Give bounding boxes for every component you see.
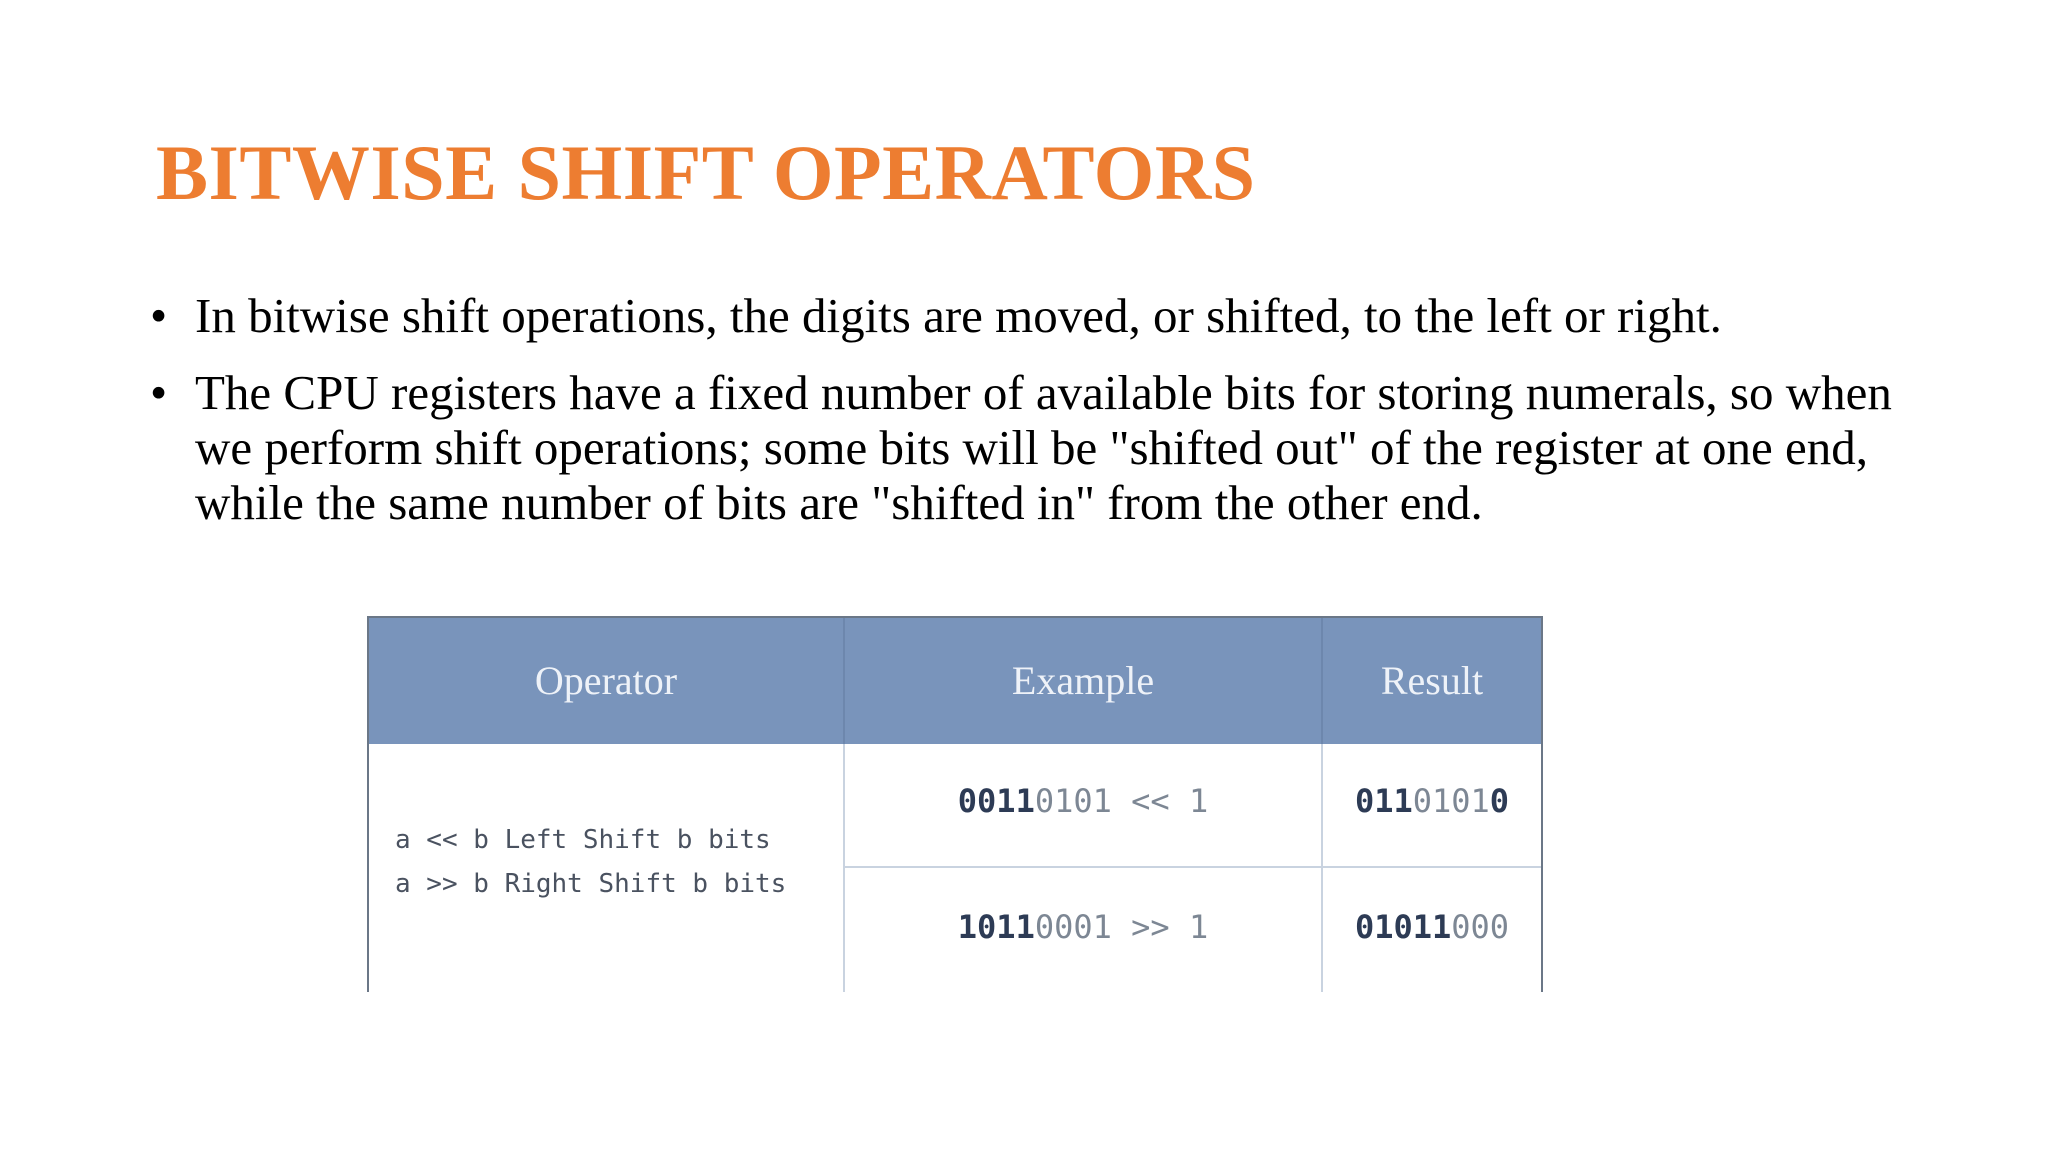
row-divider — [845, 866, 1543, 868]
header-example: Example — [1011, 658, 1155, 703]
header-operator: Operator — [534, 658, 678, 703]
bullet-text: The CPU registers have a fixed number of available bits for storing numerals, so when we perform shift operations; some bits will be "shifted out" of the register at one end, while the same number of bits are "shifted in" from the other end. — [195, 365, 1892, 530]
operator-right-shift: a >> b Right Shift b bits — [395, 869, 787, 899]
bullet-list — [150, 288, 1910, 552]
result-bold-part: 011 — [1354, 782, 1413, 820]
table-header-row — [369, 618, 1541, 744]
result-bold-part: 01011 — [1354, 908, 1452, 946]
example-bold-part: 0011 — [957, 782, 1035, 820]
header-divider — [843, 618, 845, 744]
bullet-item — [150, 365, 1910, 530]
slide-title: BITWISE SHIFT OPERATORS — [156, 129, 1256, 216]
operator-left-shift: a << b Left Shift b bits — [395, 825, 771, 855]
result-left-shift — [1323, 782, 1541, 820]
example-rest-part: 0001 >> 1 — [1034, 908, 1209, 946]
header-result: Result — [1380, 658, 1484, 703]
shift-operators-table — [367, 616, 1543, 992]
header-divider — [1321, 618, 1323, 744]
result-bold-part: 0 — [1489, 782, 1510, 820]
result-light-part: 0101 — [1412, 782, 1490, 820]
example-rest-part: 0101 << 1 — [1034, 782, 1209, 820]
example-left-shift — [845, 782, 1321, 820]
result-right-shift — [1323, 908, 1541, 946]
bullet-item — [150, 288, 1910, 343]
operator-cell — [395, 818, 786, 906]
result-light-part: 000 — [1451, 908, 1510, 946]
bullet-dot: • — [150, 365, 168, 420]
example-bold-part: 1011 — [957, 908, 1035, 946]
example-right-shift — [845, 908, 1321, 946]
bullet-text: In bitwise shift operations, the digits are moved, or shifted, to the left or right. — [195, 288, 1722, 343]
bullet-dot: • — [150, 288, 168, 343]
